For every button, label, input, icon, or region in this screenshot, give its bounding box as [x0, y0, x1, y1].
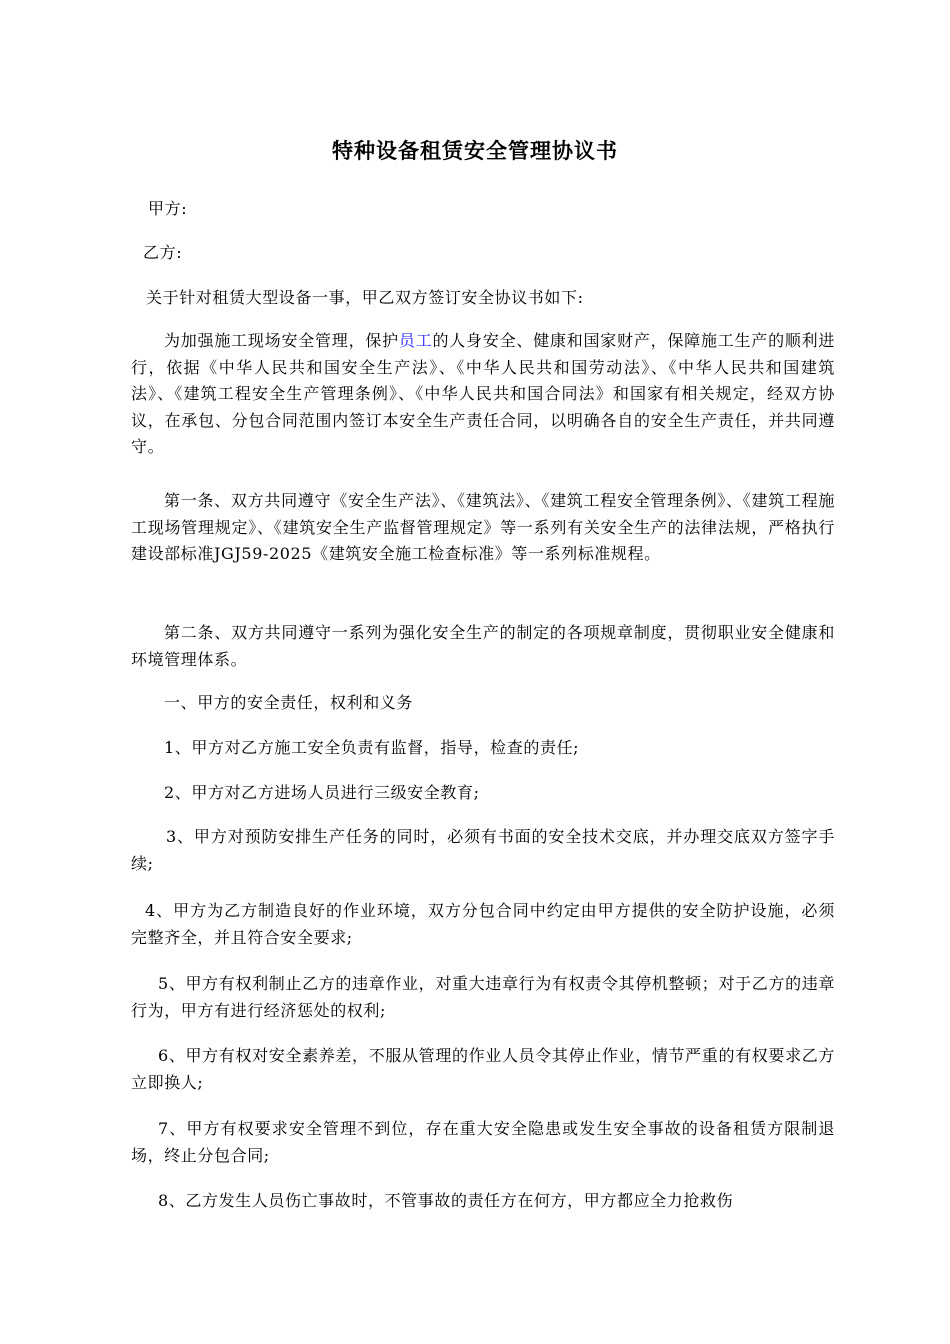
list-item: 1、甲方对乙方施工安全负责有监督，指导，检查的责任; [164, 738, 580, 757]
document-title: 特种设备租赁安全管理协议书 [332, 138, 618, 163]
preamble-paragraph [131, 328, 835, 461]
list-item: 6、甲方有权对安全素养差，不服从管理的作业人员令其停止作业，情节严重的有权要求乙方立即换人; [131, 1046, 835, 1092]
list-item: 4、甲方为乙方制造良好的作业环境，双方分包合同中约定由甲方提供的安全防护设施，必须完整齐全，并且符合安全要求; [131, 901, 835, 947]
list-item: 8、乙方发生人员伤亡事故时，不管事故的责任方在何方，甲方都应全力抢救伤 [158, 1191, 734, 1210]
preamble-text-before: 为加强施工现场安全管理，保护 [164, 331, 399, 350]
list-item: 7、甲方有权要求安全管理不到位，存在重大安全隐患或发生安全事故的设备租赁方限制退场，终止分包合同; [131, 1119, 835, 1165]
list-item: 5、甲方有权利制止乙方的违章作业，对重大违章行为有权责令其停机整顿；对于乙方的违章行为，甲方有进行经济惩处的权利; [131, 974, 835, 1020]
article-2-paragraph: 第二条、双方共同遵守一系列为强化安全生产的制定的各项规章制度，贯彻职业安全健康和环境管理体系。 [131, 623, 835, 669]
party-a-label: 甲方: [148, 199, 188, 218]
employee-link[interactable]: 员工 [398, 331, 433, 350]
list-item: 3、甲方对预防安排生产任务的同时，必须有书面的安全技术交底，并办理交底双方签字手续; [131, 827, 835, 873]
intro-text: 关于针对租赁大型设备一事，甲乙双方签订安全协议书如下: [146, 288, 584, 307]
article-1-paragraph: 第一条、双方共同遵守《安全生产法》、《建筑法》、《建筑工程安全管理条例》、《建筑工程施工现场管理规定》、《建筑安全生产监督管理规定》等一系列有关安全生产的法律法规，严格执行建设部标准JGJ59-2025《建筑安全施工检查标准》等一系列标准规程。 [131, 491, 835, 563]
list-item: 2、甲方对乙方进场人员进行三级安全教育; [164, 783, 480, 802]
party-b-label: 乙方: [143, 243, 183, 262]
preamble-text-after: 的人身安全、健康和国家财产，保障施工生产的顺利进行，依据《中华人民共和国安全生产法》、《中华人民共和国劳动法》、《中华人民共和国建筑法》、《建筑工程安全生产管理条例》、《中华人民共和国合同法》和国家有相关规定，经双方协议，在承包、分包合同范围内签订本安全生产责任合同，以明确各自的安全生产责任，并共同遵守。 [131, 331, 836, 456]
section-1-heading: 一、甲方的安全责任，权利和义务 [164, 693, 414, 712]
